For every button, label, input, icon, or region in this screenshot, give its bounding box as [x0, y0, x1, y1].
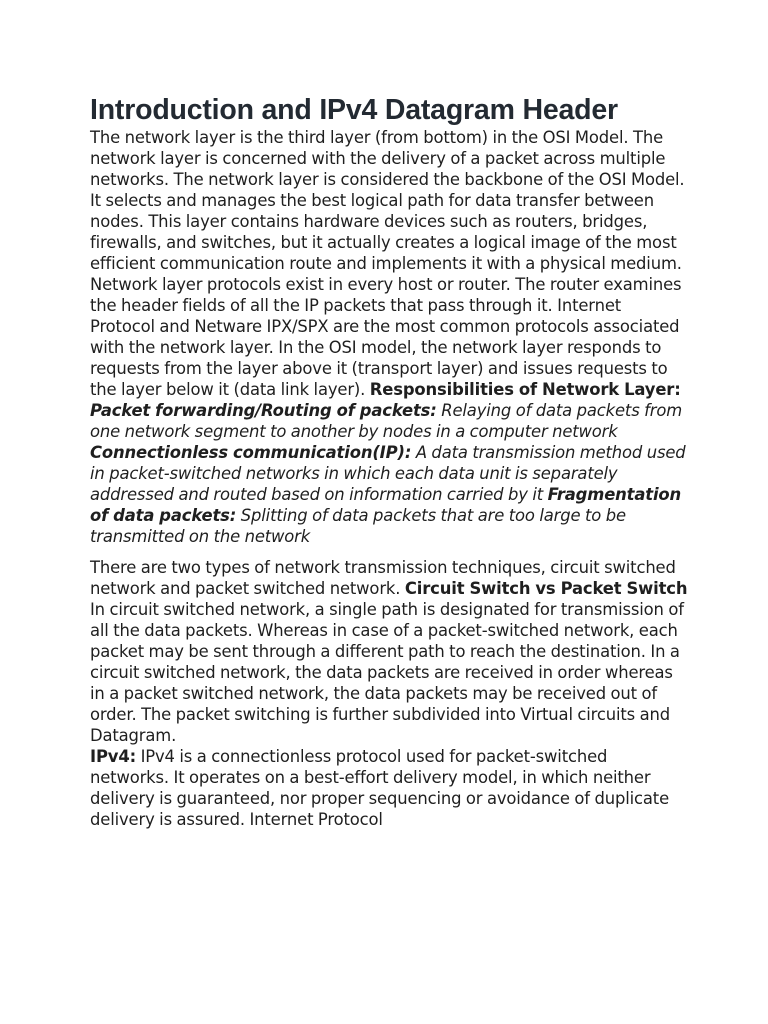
page-title: Introduction and IPv4 Datagram Header: [90, 94, 618, 126]
paragraph-network-layer: [90, 127, 690, 547]
ipv4-text: IPv4 is a connectionless protocol used for packet-switched networks. It operates on a best-effort delivery model, in which neither delivery is guaranteed, nor proper sequencing or avoidance of duplicate delivery is assured. Internet Protocol: [90, 747, 670, 829]
packet-forwarding-heading: Packet forwarding/Routing of packets:: [90, 401, 437, 420]
transmission-techniques-text: There are two types of network transmission techniques, circuit switched network and packet switched network.: [90, 558, 676, 598]
responsibilities-list: [90, 401, 686, 546]
circuit-vs-packet-heading: Circuit Switch vs Packet Switch: [404, 579, 688, 598]
connectionless-heading: Connectionless communication(IP):: [90, 443, 412, 462]
responsibilities-heading: Responsibilities of Network Layer:: [369, 380, 681, 399]
document-page: [90, 93, 690, 830]
paragraph-circuit-vs-packet: [90, 557, 690, 746]
fragmentation-heading: Fragmentation of data packets:: [90, 485, 682, 525]
network-layer-intro-text: The network layer is the third layer (from bottom) in the OSI Model. The network layer is concerned with the delivery of a packet across multiple networks. The network layer is considered the backbone of the OSI Model. It selects and manages the best logical path for data transfer between nodes. This layer contains hardware devices such as routers, bridges, firewalls, and switches, but it actually creates a logical image of the most efficient communication route and implements it with a physical medium. Network layer protocols exist in every host or router. The router examines the header fields of all the IP packets that pass through it. Internet Protocol and Netware IPX/SPX are the most common protocols associated with the network layer. In the OSI model, the network layer responds to requests from the layer above it (transport layer) and issues requests to the layer below it (data link layer).: [90, 128, 685, 399]
packet-forwarding-text: Relaying of data packets from one network segment to another by nodes in a computer network: [90, 401, 683, 441]
connectionless-text: A data transmission method used in packet-switched networks in which each data unit is separately addressed and routed based on information carried by it: [90, 443, 686, 504]
paragraph-ipv4: [90, 746, 690, 830]
fragmentation-text: Splitting of data packets that are too large to be transmitted on the network: [90, 506, 626, 546]
circuit-vs-packet-text: In circuit switched network, a single path is designated for transmission of all the data packets. Whereas in case of a packet-switched network, each packet may be sent through a different path to reach the destination. In a circuit switched network, the data packets are received in order whereas in a packet switched network, the data packets may be received out of order. The packet switching is further subdivided into Virtual circuits and Datagram.: [90, 600, 684, 745]
ipv4-heading: IPv4:: [90, 747, 137, 766]
